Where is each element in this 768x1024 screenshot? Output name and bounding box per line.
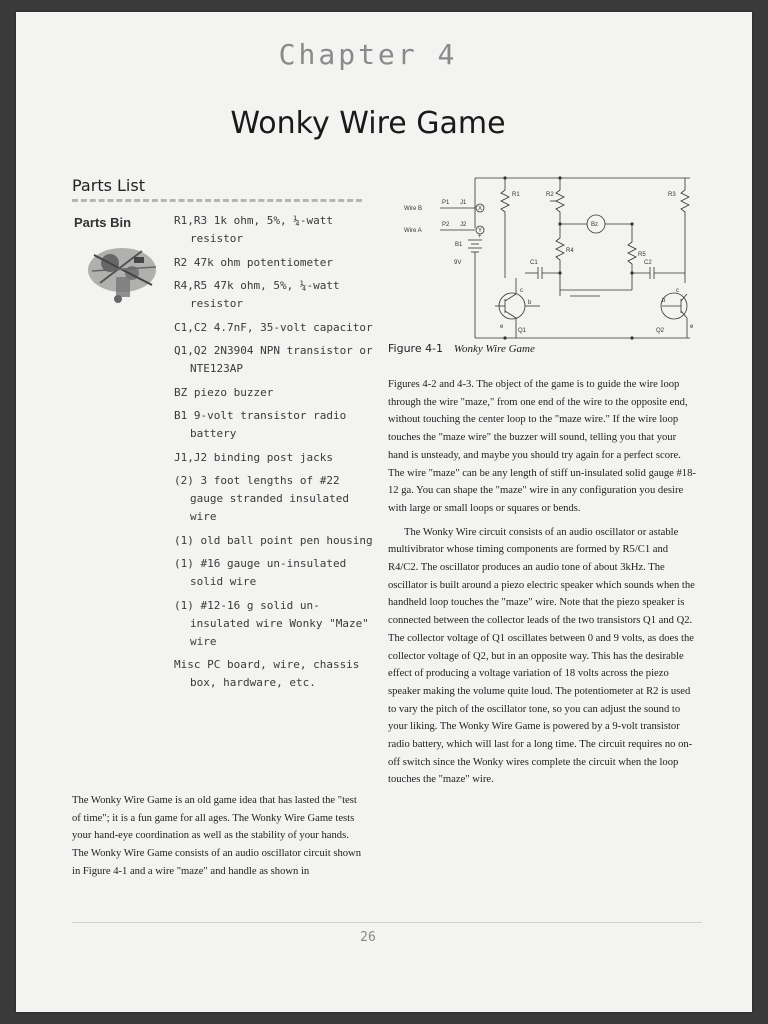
parts-list-item: (1) #12-16 g solid un-insulated wire Wonky "Maze" wire (174, 598, 369, 648)
b1-label: B1 (455, 242, 463, 248)
page-number: 26 (360, 930, 376, 945)
wire-b-label: Wire B (404, 206, 422, 212)
q1-label: Q1 (518, 328, 527, 334)
q2-base-label: b (662, 298, 666, 304)
parts-list-item: Misc PC board, wire, chassis box, hardware, etc. (174, 658, 360, 689)
q2-label: Q2 (656, 328, 665, 334)
j1-label: J1 (460, 200, 467, 206)
figure-caption (388, 342, 535, 355)
q2-emitter-label: e (690, 324, 694, 330)
parts-list-item: B1 9-volt transistor radio battery (174, 409, 347, 440)
q1-emitter-label: e (500, 324, 504, 330)
heading-divider (72, 199, 362, 202)
parts-list-item: R2 47k ohm potentiometer (174, 255, 333, 269)
q1-collector-label: c (520, 288, 523, 294)
parts-list (174, 212, 374, 698)
parts-list-item: (2) 3 foot lengths of #22 gauge stranded insulated wire (174, 474, 349, 523)
c2-label: C2 (644, 260, 652, 266)
parts-list-item: C1,C2 4.7nF, 35-volt capacitor (174, 320, 373, 334)
body-paragraph-1: Figures 4-2 and 4-3. The object of the game is to guide the wire loop through the wire "maze," from one end of the wire to the opposite end, without touching the center loop to the "maze wire." If the wire loop touches the "maze wire" the buzzer will sound, telling you that your hand is unsteady, and maybe you should try again for a perfect score. The wire "maze" can be any length of stiff un-insulated solid gauge #18-12 ga. You can shape the "maze" wire in any configuration you desire with large or small loops or squares or bends. (388, 379, 696, 514)
parts-bin-label: Parts Bin (74, 215, 132, 230)
body-paragraph-2: The Wonky Wire circuit consists of an audio oscillator or astable multivibrator whose timing components are formed by R5/C1 and R4/C2. The oscillator produces an audio tone of about 3kHz. The oscillator is built around a piezo electric speaker which sounds when the handheld loop touches the "maze" wire. Note that the piezo speaker is connected between the collector leads of the two transistors Q1 and Q2. The collector voltage of Q1 oscillates between 0 and 9 volts, as does the collector voltage of Q2, but in an opposite way. This has the desirable effect of producing a voltage variation of 18 volts across the piezo speaker making the volume quite loud. The potentiometer at R2 is used to vary the pitch of the oscillator tone, so you can adjust the sound to your liking. The Wonky Wire Game is powered by a 9-volt transistor radio battery, which will last for a long time. The circuit requires no on-off switch since the Wonky wires complete the circuit when the loop touches the "maze" wire. (388, 526, 695, 786)
parts-bin-image (72, 215, 176, 315)
r1-label: R1 (512, 192, 520, 198)
q1-base-label: b (528, 300, 532, 306)
nine-volt-label: 9V (454, 260, 462, 266)
intro-paragraph: The Wonky Wire Game is an old game idea that has lasted the "test of time"; it is a fun game for all ages. The Wonky Wire Game tests your hand-eye coordination as well as the stability of your hands. The Wonky Wire Game consists of an audio oscillator circuit shown in Figure 4-1 and a wire "maze" and handle as shown in (72, 795, 362, 877)
x-label: X (478, 206, 483, 212)
wire-a-label: Wire A (404, 228, 422, 234)
page-title: Wonky Wire Game (230, 106, 506, 141)
parts-list-item: R4,R5 47k ohm, 5%, ¼-watt resistor (174, 279, 340, 310)
figure-number: Figure 4-1 (388, 342, 444, 355)
q2-collector-label: c (676, 288, 679, 294)
parts-bin-logo (72, 215, 176, 315)
chapter-label: Chapter 4 (278, 38, 458, 71)
j2-label: J2 (460, 222, 467, 228)
r3-label: R3 (668, 192, 676, 198)
plus-label: + (478, 234, 482, 240)
y-label: Y (478, 228, 483, 234)
circuit-schematic (400, 168, 700, 348)
figure-title: Wonky Wire Game (453, 343, 535, 355)
parts-list-item: J1,J2 binding post jacks (174, 450, 333, 464)
c1-label: C1 (530, 260, 538, 266)
parts-list-item: (1) #16 gauge un-insulated solid wire (174, 557, 347, 588)
parts-list-item: (1) old ball point pen housing (174, 533, 373, 547)
parts-list-item: R1,R3 1k ohm, 5%, ¼-watt resistor (174, 214, 333, 245)
r2-label: R2 (546, 192, 554, 198)
footer-divider (72, 922, 702, 923)
bz-label: Bz (591, 222, 599, 228)
r5-label: R5 (638, 252, 646, 258)
parts-list-item: Q1,Q2 2N3904 NPN transistor or NTE123AP (174, 344, 373, 375)
r4-label: R4 (566, 248, 574, 254)
parts-list-heading: Parts List (72, 176, 145, 195)
p1-label: P1 (442, 200, 450, 206)
parts-list-item: BZ piezo buzzer (174, 385, 274, 399)
p2-label: P2 (442, 222, 450, 228)
body-text (388, 376, 698, 795)
